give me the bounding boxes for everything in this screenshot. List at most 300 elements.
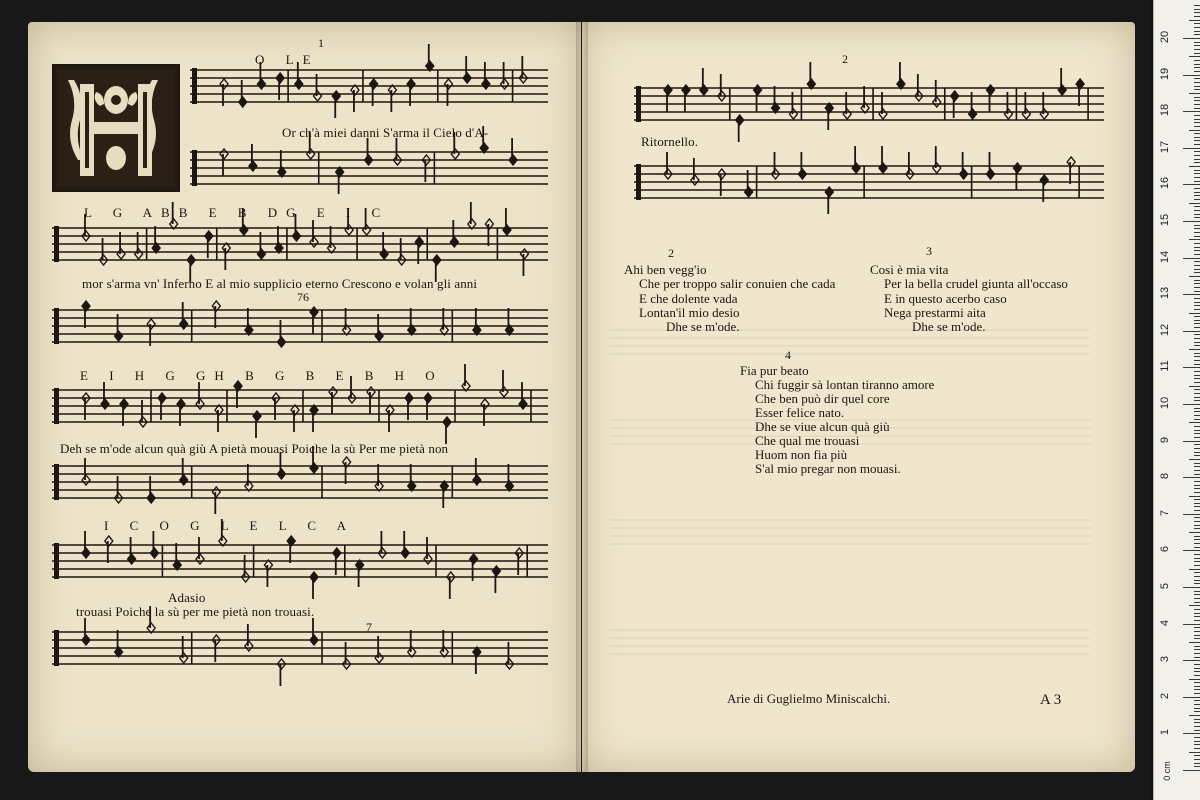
note-head (415, 237, 423, 247)
note-head (798, 169, 806, 179)
ruler-tick (1194, 195, 1200, 196)
note-head (401, 548, 409, 558)
note-head (345, 225, 353, 235)
note-head (82, 635, 90, 645)
ruler-tick (1194, 122, 1200, 123)
ruler-tick (1189, 569, 1200, 570)
ruler-tick (1183, 221, 1200, 222)
ruler-tick (1194, 638, 1200, 639)
ruler-tick (1194, 481, 1200, 482)
ruler-tick (1194, 671, 1200, 672)
ruler-tick (1194, 137, 1200, 138)
ruler-tick (1194, 192, 1200, 193)
ruler-tick (1194, 741, 1200, 742)
ruler-tick (1194, 700, 1200, 701)
clef-mark (636, 86, 641, 122)
ruler-tick (1183, 624, 1200, 625)
note-head (332, 91, 340, 101)
ruler-tick (1194, 503, 1200, 504)
ruler-tick (1194, 419, 1200, 420)
ruler-tick (1194, 104, 1200, 105)
note-head (852, 163, 860, 173)
note-head (424, 393, 432, 403)
note-head (463, 73, 471, 83)
ruler-tick (1194, 162, 1200, 163)
note-head (180, 319, 188, 329)
ruler-tick (1194, 16, 1200, 17)
note-head (82, 548, 90, 558)
ruler-tick (1194, 635, 1200, 636)
stanza-3-line-3: E in questo acerbo caso (884, 291, 1007, 306)
stanza-number-2: 2 (668, 246, 674, 260)
ruler-tick (1194, 12, 1200, 13)
ruler-tick (1194, 181, 1200, 182)
ruler-tick (1194, 82, 1200, 83)
ruler-number: 13 (1159, 287, 1171, 300)
note-head (736, 115, 744, 125)
note-head (933, 97, 941, 107)
lyric-line-1: Or ch'à miei danni S'arma il Cielo d'A- (282, 125, 489, 140)
ruler-tick (1194, 558, 1200, 559)
clef-mark (54, 464, 59, 500)
note-head (500, 387, 508, 397)
note-head (180, 475, 188, 485)
ruler-tick (1189, 752, 1200, 753)
ruler-tick (1189, 56, 1200, 57)
ruler-tick (1194, 444, 1200, 445)
tablature-letters-row-4: I C O G L E L C A (104, 518, 355, 533)
ruler-tick (1194, 609, 1200, 610)
ruler-tick (1194, 305, 1200, 306)
ruler-tick (1194, 430, 1200, 431)
note-head (1022, 109, 1030, 119)
note-head (501, 79, 509, 89)
ruler-tick (1189, 20, 1200, 21)
tablature-letters-row-1: O LE (255, 52, 320, 67)
stanza-4-line-6: Che qual me trouasi (755, 433, 860, 448)
note-head (363, 225, 371, 235)
ruler-number: 14 (1159, 250, 1171, 263)
note-head (245, 641, 253, 651)
lyric-line-2: mor s'arma vn' Inferno E al mio supplicio eterno Crescono e volan gli anni (82, 276, 478, 291)
stanza-3-line-1: Cosi è mia vita (870, 262, 949, 277)
note-head (375, 331, 383, 341)
note-head (158, 393, 166, 403)
staff-1 (190, 44, 548, 118)
ruler-tick (1194, 627, 1200, 628)
stanza-4-line-2: Chi fuggir sà lontan tiranno amore (755, 377, 935, 392)
ruler-tick (1189, 605, 1200, 606)
note-head (987, 169, 995, 179)
note-head (212, 487, 220, 497)
note-head (314, 91, 322, 101)
ruler-tick (1189, 642, 1200, 643)
ruler-tick (1194, 261, 1200, 262)
ruler-tick (1189, 166, 1200, 167)
ruler-tick (1194, 34, 1200, 35)
ruler-tick (1194, 309, 1200, 310)
ruler-tick (1194, 375, 1200, 376)
ruler-tick (1194, 254, 1200, 255)
note-head (277, 337, 285, 347)
note-head (307, 149, 315, 159)
note-head (444, 79, 452, 89)
ruler-tick (1183, 367, 1200, 368)
ruler-tick (1183, 587, 1200, 588)
staff-4 (52, 301, 548, 347)
note-head (310, 572, 318, 582)
ruler-tick (1194, 646, 1200, 647)
note-head (135, 249, 143, 259)
ruler-tick (1194, 437, 1200, 438)
note-head (253, 411, 261, 421)
note-head (789, 109, 797, 119)
note-head (196, 399, 204, 409)
ruler-tick (1194, 521, 1200, 522)
stanza-4-line-5: Dhe se viue alcun quà giù (755, 419, 890, 434)
page-number-right: 2 (842, 52, 848, 66)
ruler-number: 5 (1159, 582, 1171, 590)
ruler-tick (1189, 715, 1200, 716)
note-head (220, 79, 228, 89)
stanza-3-refrain: Dhe se m'ode. (912, 319, 986, 334)
note-head (333, 548, 341, 558)
ruler-tick (1194, 67, 1200, 68)
signature-mark: A 3 (1040, 692, 1062, 708)
ruler-tick (1183, 404, 1200, 405)
note-head (257, 79, 265, 89)
ruler-tick (1194, 547, 1200, 548)
ruler-tick (1194, 236, 1200, 237)
clef-mark (192, 150, 197, 186)
ruler-tick (1194, 60, 1200, 61)
ruler-tick (1183, 184, 1200, 185)
ruler-tick (1194, 744, 1200, 745)
note-head (365, 155, 373, 165)
ruler-number: 2 (1159, 692, 1171, 699)
ruler-tick (1194, 572, 1200, 573)
ruler-tick (1194, 763, 1200, 764)
ruler-tick (1189, 130, 1200, 131)
ruler-tick (1194, 345, 1200, 346)
ruler-tick (1194, 415, 1200, 416)
ruler-tick (1194, 247, 1200, 248)
ruler-tick (1194, 49, 1200, 50)
ruler-number: 9 (1159, 436, 1171, 443)
ruler-number: 10 (1159, 396, 1171, 410)
ruler-tick (1183, 550, 1200, 551)
note-head (987, 85, 995, 95)
ruler-number: 4 (1159, 619, 1171, 626)
ruler-tick (1194, 580, 1200, 581)
ruler-tick (1194, 748, 1200, 749)
ruler-tick (1194, 97, 1200, 98)
ruler-tick (1194, 433, 1200, 434)
ruler-tick (1194, 342, 1200, 343)
ruler-tick (1189, 203, 1200, 204)
ruler-tick (1194, 228, 1200, 229)
ruler-number: 7 (1159, 509, 1171, 516)
ruler-tick (1194, 452, 1200, 453)
ruler-tick (1194, 364, 1200, 365)
ruler-tick (1183, 697, 1200, 698)
ruler-tick (1194, 455, 1200, 456)
ruler-tick (1194, 31, 1200, 32)
note-head (951, 91, 959, 101)
note-head (128, 554, 136, 564)
stanza-3-line-2: Per la bella crudel giunta all'occaso (884, 276, 1068, 291)
measure-number-76: 76 (297, 290, 309, 304)
ruler-tick (1194, 89, 1200, 90)
ruler-tick (1194, 5, 1200, 6)
ruler-tick (1194, 616, 1200, 617)
ruler-tick (1194, 9, 1200, 10)
ruler-tick (1194, 602, 1200, 603)
note-head (329, 387, 337, 397)
ruler-tick (1194, 426, 1200, 427)
note-head (825, 187, 833, 197)
ruler-tick (1194, 492, 1200, 493)
ruler-tick (1194, 499, 1200, 500)
stanza-number-3: 3 (926, 244, 932, 258)
ruler-tick (1189, 422, 1200, 423)
ruler-tick (1194, 64, 1200, 65)
note-head (292, 231, 300, 241)
ruler-tick (1194, 78, 1200, 79)
ruler-tick (1194, 23, 1200, 24)
note-head (879, 163, 887, 173)
ruler-tick (1194, 631, 1200, 632)
ruler-tick (1194, 470, 1200, 471)
stanza-4-line-4: Esser felice nato. (755, 405, 845, 420)
ruler-tick (1194, 199, 1200, 200)
note-head (700, 85, 708, 95)
ruler-tick (1194, 704, 1200, 705)
ruler-tick (1194, 517, 1200, 518)
note-head (520, 249, 528, 259)
note-head (745, 187, 753, 197)
ruler-tick (1194, 506, 1200, 507)
ruler-tick (1194, 730, 1200, 731)
note-head (754, 85, 762, 95)
note-head (503, 225, 511, 235)
ruler-tick (1183, 514, 1200, 515)
note-head (257, 249, 265, 259)
ruler-tick (1194, 657, 1200, 658)
stanza-2-line-1: Ahi ben vegg'io (624, 262, 707, 277)
ruler-tick (1183, 733, 1200, 734)
lyric-line-4: trouasi Poiche la sù per me pietà non trouasi. (76, 604, 315, 619)
ritornello-label: Ritornello. (641, 134, 699, 149)
ruler-tick (1194, 316, 1200, 317)
ruler-tick (1194, 408, 1200, 409)
note-head (370, 79, 378, 89)
stanza-3-line-4: Nega prestarmi aita (884, 305, 986, 320)
ruler-tick (1194, 448, 1200, 449)
ruler-tick (1194, 466, 1200, 467)
note-head (843, 109, 851, 119)
ruler-tick (1194, 755, 1200, 756)
note-head (120, 399, 128, 409)
ruler-tick (1194, 389, 1200, 390)
note-head (451, 149, 459, 159)
ruler-tick (1194, 759, 1200, 760)
ruler-tick (1194, 272, 1200, 273)
note-head (277, 469, 285, 479)
ruler-tick (1194, 488, 1200, 489)
ruler-tick (1194, 554, 1200, 555)
clef-mark (54, 226, 59, 262)
ruler-tick (1194, 269, 1200, 270)
ruler-tick (1183, 331, 1200, 332)
note-head (220, 149, 228, 159)
ruler-tick (1194, 217, 1200, 218)
note-head (147, 493, 155, 503)
ruler-tick (1194, 664, 1200, 665)
ruler-tick (1194, 393, 1200, 394)
ruler-tick (1194, 536, 1200, 537)
ruler-tick (1194, 686, 1200, 687)
ruler-tick (1189, 679, 1200, 680)
ruler-tick (1189, 349, 1200, 350)
ruler-tick (1194, 280, 1200, 281)
ruler-tick (1194, 649, 1200, 650)
ruler-tick (1194, 225, 1200, 226)
note-head (405, 393, 413, 403)
clef-mark (54, 543, 59, 579)
note-head (682, 85, 690, 95)
ruler-tick (1194, 86, 1200, 87)
tempo-mark-adasio: Adasio (168, 590, 206, 605)
ruler-number: 8 (1159, 473, 1171, 480)
note-head (1040, 109, 1048, 119)
ruler-tick (1194, 173, 1200, 174)
note-head (310, 237, 318, 247)
note-head (509, 155, 517, 165)
tablature-letters-row-2: L G ABB E B DG E I C (84, 205, 390, 220)
ruler-tick (1194, 400, 1200, 401)
ruler-tick (1194, 693, 1200, 694)
ruler-tick (1194, 302, 1200, 303)
ruler-tick (1194, 42, 1200, 43)
ruler-tick (1194, 334, 1200, 335)
clef-mark (636, 164, 641, 200)
stanza-2-line-3: E che dolente vada (639, 291, 738, 306)
stanza-2-line-2: Che per troppo salir conuien che cada (639, 276, 836, 291)
measuring-ruler (1153, 0, 1200, 800)
note-head (310, 307, 318, 317)
note-head (310, 635, 318, 645)
ruler-tick (1194, 320, 1200, 321)
ruler-number: 11 (1159, 360, 1171, 373)
ruler-tick (1194, 668, 1200, 669)
note-head (147, 319, 155, 329)
ruler-tick (1183, 441, 1200, 442)
ruler-tick (1194, 411, 1200, 412)
ruler-tick (1194, 485, 1200, 486)
ruler-tick (1194, 119, 1200, 120)
stanza-4-line-7: Huom non fia più (755, 447, 848, 462)
ruler-tick (1194, 360, 1200, 361)
note-head (276, 73, 284, 83)
ruler-tick (1183, 770, 1200, 771)
ruler-tick (1194, 711, 1200, 712)
note-head (933, 163, 941, 173)
note-head (443, 417, 451, 427)
ruler-tick (1194, 525, 1200, 526)
ruler-tick (1189, 459, 1200, 460)
ruler-tick (1194, 45, 1200, 46)
ruler-tick (1194, 356, 1200, 357)
ruler-tick (1194, 397, 1200, 398)
ruler-tick (1194, 283, 1200, 284)
note-head (424, 554, 432, 564)
ruler-tick (1189, 276, 1200, 277)
note-head (375, 653, 383, 663)
ruler-tick (1189, 386, 1200, 387)
ruler-tick (1194, 543, 1200, 544)
ruler-tick (1194, 71, 1200, 72)
ruler-tick (1194, 232, 1200, 233)
ruler-tick (1194, 265, 1200, 266)
stanza-2-line-4: Lontan'il mio desio (639, 305, 740, 320)
ruler-tick (1194, 708, 1200, 709)
note-head (240, 225, 248, 235)
stanza-2-refrain: Dhe se m'ode. (666, 319, 740, 334)
ruler-number: 17 (1159, 140, 1171, 153)
note-head (960, 169, 968, 179)
note-head (177, 399, 185, 409)
note-head (473, 475, 481, 485)
ruler-tick (1189, 313, 1200, 314)
ruler-tick (1194, 561, 1200, 562)
note-head (249, 161, 257, 171)
ruler-tick (1194, 576, 1200, 577)
ruler-tick (1194, 620, 1200, 621)
ruler-tick (1194, 726, 1200, 727)
stanza-4-line-1: Fia pur beato (740, 363, 809, 378)
note-head (1058, 85, 1066, 95)
clef-mark (54, 308, 59, 344)
ruler-tick (1189, 496, 1200, 497)
note-head (1013, 163, 1021, 173)
ruler-tick (1194, 243, 1200, 244)
note-head (205, 231, 213, 241)
ruler-tick (1194, 371, 1200, 372)
tablature-letters-row-3: E I H G GH B G B E B H O (80, 368, 444, 383)
note-head (117, 249, 125, 259)
ruler-tick (1189, 93, 1200, 94)
ruler-tick (1194, 291, 1200, 292)
ruler-number: 1 (1159, 729, 1171, 736)
note-head (82, 475, 90, 485)
note-head (664, 85, 672, 95)
page-number-left: 1 (318, 36, 324, 50)
note-head (150, 548, 158, 558)
footer-title: Arie di Guglielmo Miniscalchi. (727, 691, 891, 706)
ruler-tick (1183, 148, 1200, 149)
ruler-tick (1183, 660, 1200, 661)
ruler-tick (1183, 38, 1200, 39)
note-head (187, 255, 195, 265)
ruler-tick (1194, 210, 1200, 211)
staff-10 (634, 146, 1104, 214)
ruler-tick (1194, 250, 1200, 251)
ruler-tick (1194, 27, 1200, 28)
ruler-tick (1194, 353, 1200, 354)
ruler-tick (1183, 258, 1200, 259)
ruler-tick (1194, 170, 1200, 171)
